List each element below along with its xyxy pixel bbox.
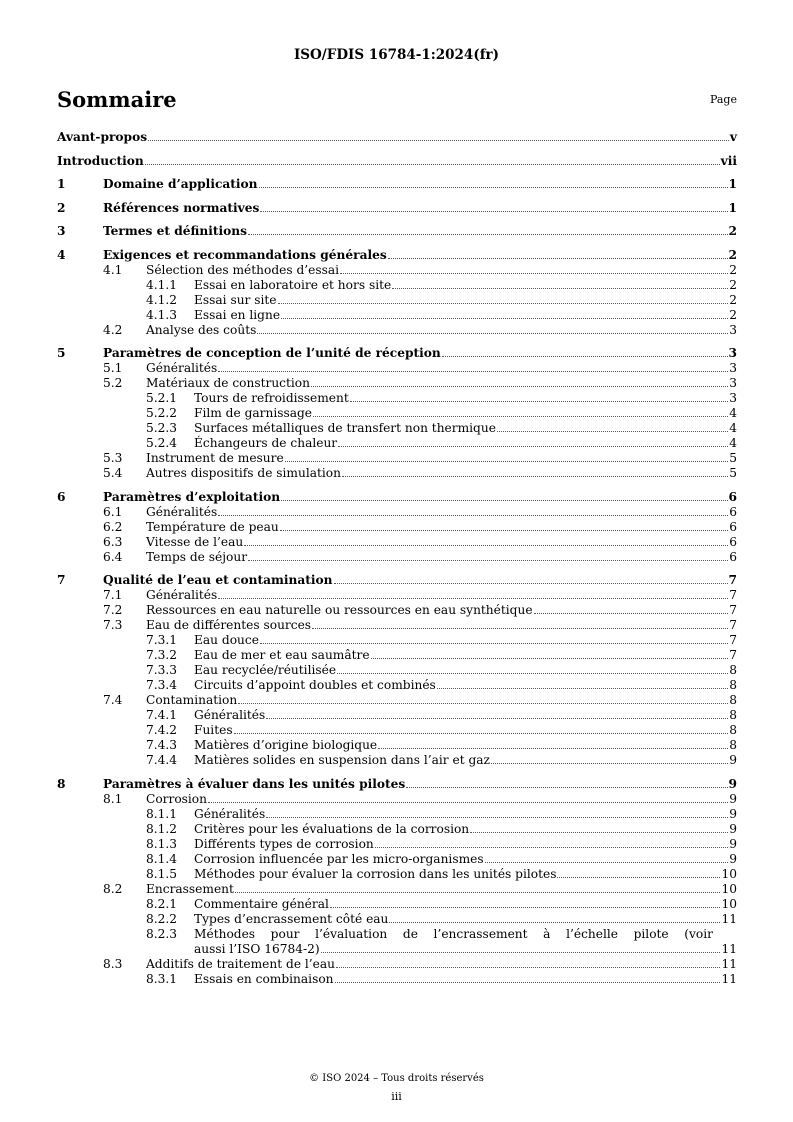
dot-leader: [244, 545, 728, 546]
toc-entry-number: 7.3.2: [146, 648, 178, 662]
toc-entry-label: Instrument de mesure: [146, 451, 284, 465]
toc-entry-page: 7: [729, 633, 737, 647]
toc-entry[interactable]: [57, 588, 737, 603]
toc-entry-label: Ressources en eau naturelle ou ressources en eau synthétique: [146, 603, 533, 617]
toc-entry-label: Film de garnissage: [194, 406, 313, 420]
toc-entry-label: Circuits d’appoint doubles et combinés: [194, 678, 436, 692]
toc-entry-page: 9: [729, 791, 737, 806]
toc-entry-page: 8: [729, 708, 737, 722]
toc-entry-label: Généralités: [194, 806, 266, 821]
toc-entry[interactable]: [57, 678, 737, 693]
dot-leader: [442, 356, 728, 357]
toc-entry-label: Critères pour les évaluations de la corrosion: [194, 821, 470, 836]
toc-entry[interactable]: [57, 957, 737, 972]
toc-entry-label: Eau douce: [194, 633, 259, 647]
toc-entry-number: 8.1.5: [146, 866, 178, 881]
toc-entry-label-continued: aussi l’ISO 16784-2): [194, 941, 320, 956]
toc-entry-number: 7.3.3: [146, 663, 178, 677]
toc-entry-page: 6: [728, 489, 737, 504]
dot-leader: [485, 862, 729, 863]
toc-entry[interactable]: [57, 421, 737, 436]
footer-page-number: iii: [391, 1090, 402, 1103]
dot-leader: [336, 967, 720, 968]
toc-entry[interactable]: [57, 753, 737, 768]
dot-leader: [260, 211, 727, 212]
toc-entry-page: 8: [729, 678, 737, 692]
toc-entry-label: Température de peau: [146, 519, 279, 534]
toc-entry[interactable]: [57, 376, 737, 391]
toc-entry-number: 5.2.2: [146, 406, 178, 420]
toc-entry-number: 7.4.1: [146, 708, 178, 722]
toc-entry-label: Exigences et recommandations générales: [103, 247, 387, 262]
dot-leader: [248, 234, 728, 235]
toc-entry[interactable]: [57, 822, 737, 837]
toc-entry[interactable]: [57, 792, 737, 807]
toc-entry-number: 2: [57, 200, 66, 215]
toc-entry-page: 9: [729, 806, 737, 821]
dot-leader: [259, 187, 728, 188]
table-of-contents: [57, 130, 737, 987]
dot-leader: [313, 416, 728, 417]
dot-leader: [238, 703, 728, 704]
dot-leader: [470, 832, 728, 833]
dot-leader: [534, 613, 729, 614]
dot-leader: [235, 892, 721, 893]
toc-section[interactable]: [57, 201, 737, 216]
toc-entry-label: Contamination: [146, 693, 238, 707]
toc-entry-number: 8.2.2: [146, 911, 178, 926]
dot-leader: [266, 817, 728, 818]
toc-section[interactable]: [57, 177, 737, 192]
toc-entry-page: 2: [728, 247, 737, 262]
toc-entry-label: Matières solides en suspension dans l’air et gaz: [194, 753, 490, 767]
toc-entry-page: 4: [729, 421, 737, 435]
dot-leader: [389, 922, 720, 923]
dot-leader: [281, 318, 728, 319]
toc-entry-label: Domaine d’application: [103, 177, 258, 191]
toc-entry[interactable]: [57, 603, 737, 618]
toc-entry-page: 6: [729, 549, 737, 564]
toc-entry-page: 11: [721, 971, 737, 986]
toc-entry-label: Matières d’origine biologique: [194, 738, 378, 752]
toc-entry-page: 7: [729, 618, 737, 632]
dot-leader: [145, 164, 720, 165]
toc-entry-number: 7.3.4: [146, 678, 178, 692]
dot-leader: [281, 500, 727, 501]
toc-entry-number: 6.1: [103, 504, 123, 519]
dot-leader: [335, 982, 721, 983]
toc-entry-number: 7: [57, 573, 66, 587]
toc-entry-label: Additifs de traitement de l’eau: [146, 956, 336, 971]
toc-entry-number: 5: [57, 346, 66, 360]
toc-entry[interactable]: [57, 852, 737, 867]
toc-entry[interactable]: [57, 723, 737, 738]
toc-entry[interactable]: [57, 323, 737, 338]
toc-entry-label: Sélection des méthodes d’essai: [146, 262, 340, 277]
toc-entry-label: Eau de mer et eau saumâtre: [194, 648, 370, 662]
dot-leader: [378, 748, 728, 749]
toc-entry-page: 6: [729, 519, 737, 534]
toc-entry-number: 4: [57, 247, 66, 262]
toc-entry[interactable]: [57, 308, 737, 323]
toc-entry-number: 5.4: [103, 466, 123, 480]
dot-leader: [337, 673, 728, 674]
dot-leader: [392, 288, 728, 289]
toc-entry[interactable]: [57, 451, 737, 466]
toc-entry-label: Essai sur site: [194, 292, 277, 307]
toc-section[interactable]: [57, 224, 737, 239]
toc-entry-number: 7.3: [103, 618, 123, 632]
toc-entry-label: Vitesse de l’eau: [146, 534, 244, 549]
toc-entry-label: Essais en combinaison: [194, 971, 334, 986]
toc-entry[interactable]: [57, 278, 737, 293]
toc-entry[interactable]: [57, 535, 737, 550]
toc-entry-number: 4.2: [103, 322, 123, 337]
toc-entry[interactable]: [57, 648, 737, 663]
dot-leader: [218, 515, 728, 516]
dot-leader: [321, 952, 721, 953]
toc-entry-number: 3: [57, 224, 66, 238]
toc-entry-label: Méthodes pour l’évaluation de l’encrassement à l’échelle pilote (voir: [194, 926, 713, 941]
toc-entry-label: Paramètres d’exploitation: [103, 489, 281, 504]
toc-entry[interactable]: [57, 882, 737, 897]
toc-entry-page: 9: [729, 836, 737, 851]
toc-entry-number: 7.2: [103, 603, 123, 617]
toc-entry[interactable]: [57, 927, 737, 957]
toc-entry-page: 8: [729, 693, 737, 707]
dot-leader: [497, 431, 728, 432]
toc-entry-page: 9: [729, 821, 737, 836]
toc-section[interactable]: [57, 248, 737, 263]
toc-entry-page: 3: [729, 361, 737, 375]
toc-entry-number: 8.1.4: [146, 851, 178, 866]
toc-entry-number: 6.4: [103, 549, 123, 564]
toc-entry-page: 8: [729, 738, 737, 752]
toc-entry-number: 4.1.3: [146, 307, 178, 322]
toc-entry-label: Paramètres à évaluer dans les unités pilotes: [103, 776, 406, 791]
toc-entry[interactable]: [57, 912, 737, 927]
toc-entry-page: 3: [728, 346, 737, 360]
toc-entry[interactable]: [57, 867, 737, 882]
toc-entry-label: Tours de refroidissement: [194, 391, 349, 405]
toc-entry[interactable]: [57, 406, 737, 421]
toc-entry-page: 6: [729, 534, 737, 549]
toc-entry-page: 2: [729, 292, 737, 307]
toc-entry-number: 8.3: [103, 956, 123, 971]
toc-entry-label: Eau de différentes sources: [146, 618, 312, 632]
toc-entry-number: 8.3.1: [146, 971, 178, 986]
dot-leader: [338, 446, 728, 447]
toc-entry[interactable]: [57, 708, 737, 723]
dot-leader: [437, 688, 728, 689]
toc-entry-number: 6: [57, 489, 66, 504]
toc-entry-label: Généralités: [146, 588, 218, 602]
toc-entry-page: 2: [728, 224, 737, 238]
toc-entry[interactable]: [57, 738, 737, 753]
toc-entry[interactable]: [57, 807, 737, 822]
dot-leader: [285, 461, 729, 462]
toc-entry-number: 7.4: [103, 693, 123, 707]
toc-section[interactable]: [57, 490, 737, 505]
dot-leader: [406, 787, 727, 788]
toc-entry-page: 7: [728, 573, 737, 587]
toc-entry-label: Encrassement: [146, 881, 234, 896]
toc-entry-page: 11: [721, 911, 737, 926]
toc-entry-label: Essai en ligne: [194, 307, 281, 322]
toc-entry-label: Méthodes pour évaluer la corrosion dans les unités pilotes: [194, 866, 557, 881]
toc-entry-page: 11: [721, 941, 737, 956]
toc-entry-number: 6.2: [103, 519, 123, 534]
dot-leader: [491, 763, 728, 764]
toc-entry-page: 10: [721, 881, 737, 896]
toc-entry-number: 5.2: [103, 376, 123, 390]
toc-entry-page: vii: [720, 153, 737, 168]
dot-leader: [350, 401, 728, 402]
toc-entry-label: Commentaire général: [194, 896, 329, 911]
toc-entry[interactable]: [57, 505, 737, 520]
toc-entry-number: 8.1: [103, 791, 123, 806]
toc-section[interactable]: [57, 154, 737, 169]
toc-entry-label: Généralités: [194, 708, 266, 722]
page-title: Sommaire: [57, 87, 177, 112]
toc-entry-number: 8.1.2: [146, 821, 178, 836]
dot-leader: [218, 598, 728, 599]
toc-entry-page: 5: [729, 451, 737, 465]
toc-entry-number: 8.1.3: [146, 836, 178, 851]
document-id: ISO/FDIS 16784-1:2024(fr): [293, 47, 500, 63]
dot-leader: [342, 476, 728, 477]
dot-leader: [330, 907, 721, 908]
toc-entry-label: Analyse des coûts: [146, 322, 257, 337]
dot-leader: [208, 802, 728, 803]
toc-entry[interactable]: [57, 663, 737, 678]
toc-entry-page: 6: [729, 504, 737, 519]
toc-entry-label: Essai en laboratoire et hors site: [194, 277, 392, 292]
toc-entry-page: 1: [728, 200, 737, 215]
toc-entry-number: 7.4.2: [146, 723, 178, 737]
toc-entry-label: Surfaces métalliques de transfert non thermique: [194, 421, 496, 435]
toc-entry-number: 6.3: [103, 534, 123, 549]
dot-leader: [557, 877, 720, 878]
toc-entry-label: Paramètres de conception de l’unité de réception: [103, 346, 441, 360]
toc-entry-label: Généralités: [146, 361, 218, 375]
dot-leader: [260, 643, 728, 644]
toc-entry-label: Introduction: [57, 153, 144, 168]
toc-entry-label: Temps de séjour: [146, 549, 248, 564]
toc-entry-page: 2: [729, 307, 737, 322]
toc-entry-label: Autres dispositifs de simulation: [146, 466, 341, 480]
toc-entry-label: Fuites: [194, 723, 233, 737]
toc-entry[interactable]: [57, 466, 737, 481]
toc-entry-label: Qualité de l’eau et contamination: [103, 573, 333, 587]
toc-entry-page: 2: [729, 277, 737, 292]
toc-entry[interactable]: [57, 361, 737, 376]
toc-entry-page: 7: [729, 648, 737, 662]
toc-entry-page: 10: [721, 896, 737, 911]
toc-entry-number: 4.1: [103, 262, 123, 277]
dot-leader: [375, 847, 728, 848]
toc-entry-label: Généralités: [146, 504, 218, 519]
dot-leader: [148, 140, 729, 141]
toc-entry-number: 4.1.1: [146, 277, 178, 292]
toc-entry[interactable]: [57, 436, 737, 451]
toc-entry[interactable]: [57, 897, 737, 912]
toc-entry-label: Corrosion influencée par les micro-organismes: [194, 851, 484, 866]
toc-entry-page: 11: [721, 956, 737, 971]
toc-entry-label: Références normatives: [103, 200, 260, 215]
toc-entry-page: 9: [728, 776, 737, 791]
toc-entry[interactable]: [57, 633, 737, 648]
dot-leader: [340, 273, 728, 274]
footer-copyright: © ISO 2024 – Tous droits réservés: [309, 1073, 484, 1084]
toc-entry-number: 7.3.1: [146, 633, 178, 647]
toc-entry-page: 7: [729, 603, 737, 617]
toc-entry-page: 3: [729, 376, 737, 390]
toc-entry-page: 3: [729, 322, 737, 337]
toc-entry-page: 1: [728, 177, 737, 191]
toc-entry[interactable]: [57, 263, 737, 278]
toc-entry-label: Échangeurs de chaleur: [194, 436, 338, 450]
toc-entry-label: Avant-propos: [57, 130, 148, 144]
toc-entry-number: 8.2.1: [146, 896, 178, 911]
toc-entry-number: 7.1: [103, 588, 123, 602]
toc-section[interactable]: [57, 777, 737, 792]
toc-entry-page: 5: [729, 466, 737, 480]
toc-section[interactable]: [57, 346, 737, 361]
toc-entry-page: 7: [729, 588, 737, 602]
toc-section[interactable]: [57, 130, 737, 145]
dot-leader: [266, 718, 728, 719]
toc-entry-label: Termes et définitions: [103, 224, 247, 238]
toc-entry[interactable]: [57, 693, 737, 708]
toc-section[interactable]: [57, 573, 737, 588]
toc-entry-number: 8.2: [103, 881, 123, 896]
toc-entry[interactable]: [57, 972, 737, 987]
dot-leader: [278, 303, 729, 304]
dot-leader: [248, 560, 728, 561]
toc-entry-number: 7.4.3: [146, 738, 178, 752]
dot-leader: [334, 583, 728, 584]
toc-entry-number: 7.4.4: [146, 753, 178, 767]
toc-entry-page: 4: [729, 406, 737, 420]
dot-leader: [218, 371, 728, 372]
toc-entry-page: 4: [729, 436, 737, 450]
toc-entry[interactable]: [57, 550, 737, 565]
toc-entry-page: 9: [729, 753, 737, 767]
dot-leader: [312, 628, 728, 629]
toc-entry-number: 8.1.1: [146, 806, 178, 821]
dot-leader: [234, 733, 729, 734]
toc-entry[interactable]: [57, 293, 737, 308]
dot-leader: [311, 386, 728, 387]
dot-leader: [388, 258, 728, 259]
dot-leader: [257, 333, 728, 334]
toc-entry-page: 2: [729, 262, 737, 277]
toc-entry-number: 5.3: [103, 451, 123, 465]
toc-entry-number: 8.2.3: [146, 926, 178, 941]
dot-leader: [371, 658, 729, 659]
toc-entry-page: 10: [721, 866, 737, 881]
toc-entry[interactable]: [57, 837, 737, 852]
page-column-label: Page: [709, 93, 737, 106]
toc-entry-label: Différents types de corrosion: [194, 836, 374, 851]
toc-entry-number: 4.1.2: [146, 292, 178, 307]
toc-entry-number: 5.1: [103, 361, 123, 375]
toc-entry-number: 5.2.3: [146, 421, 178, 435]
toc-entry-number: 5.2.4: [146, 436, 178, 450]
toc-entry-page: 9: [729, 851, 737, 866]
dot-leader: [280, 530, 728, 531]
toc-entry-number: 8: [57, 776, 66, 791]
toc-entry[interactable]: [57, 618, 737, 633]
toc-entry-page: 8: [729, 723, 737, 737]
toc-entry-number: 1: [57, 177, 66, 191]
toc-entry[interactable]: [57, 391, 737, 406]
toc-entry[interactable]: [57, 520, 737, 535]
toc-entry-label: Corrosion: [146, 791, 207, 806]
toc-entry-label: Matériaux de construction: [146, 376, 310, 390]
toc-entry-page: v: [729, 130, 737, 144]
toc-entry-number: 5.2.1: [146, 391, 178, 405]
toc-entry-label: Eau recyclée/réutilisée: [194, 663, 337, 677]
toc-entry-page: 3: [729, 391, 737, 405]
toc-entry-label: Types d’encrassement côté eau: [194, 911, 389, 926]
toc-entry-page: 8: [729, 663, 737, 677]
